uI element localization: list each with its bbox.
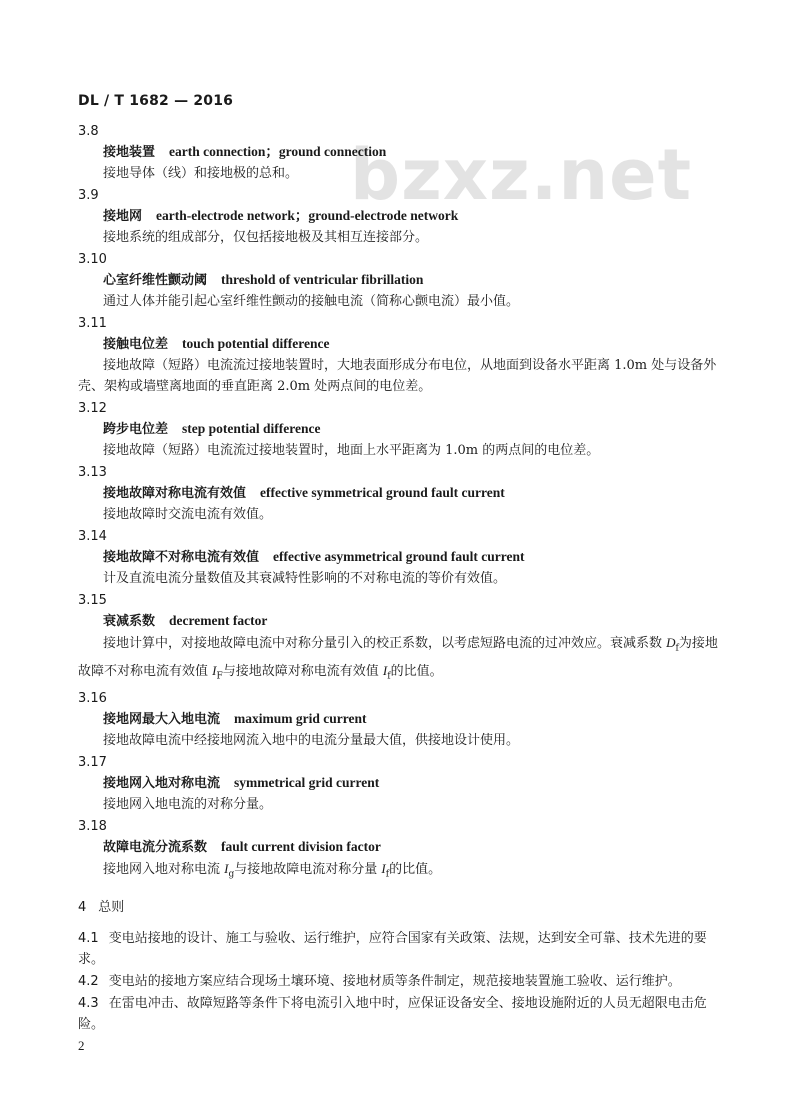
term-clause-3-9	[78, 186, 728, 248]
clause-number: 3.9	[78, 188, 99, 203]
clause-number: 3.8	[78, 124, 99, 139]
paragraph-4-3	[78, 993, 728, 1035]
section-number: 4	[78, 899, 87, 915]
term-chinese: 衰减系数	[103, 614, 156, 629]
term-chinese: 跨步电位差	[103, 422, 169, 437]
clause-number: 3.17	[78, 755, 107, 771]
term-english: effective symmetrical ground fault current	[260, 485, 505, 500]
term-definition	[78, 858, 728, 886]
term-chinese: 接地故障不对称电流有效值	[103, 550, 260, 565]
term-english: decrement factor	[169, 613, 268, 628]
subscript-f: f	[675, 643, 679, 654]
term-clause-3-16	[78, 689, 728, 751]
paragraph-text: 变电站接地的设计、施工与验收、运行维护，应符合国家有关政策、法规，达到安全可靠、技术先进的要求。	[78, 930, 707, 967]
page-number: 2	[78, 1038, 85, 1053]
definition-text: 的比值。	[389, 862, 442, 878]
term-english: maximum grid current	[234, 711, 367, 727]
term-chinese: 接地网最大入地电流	[103, 712, 221, 728]
definition-text: 为接地故障不对称电流有效值	[78, 636, 718, 679]
term-clause-3-8	[78, 122, 728, 184]
paragraph-number: 4.3	[78, 995, 99, 1011]
term-clause-3-13	[78, 463, 728, 525]
term-clause-3-12	[78, 399, 728, 461]
term-chinese: 心室纤维性颤动阈	[103, 273, 208, 288]
symbol-i: I	[382, 662, 388, 678]
symbol-i: I	[212, 662, 217, 678]
term-english: earth-electrode network；ground-electrode network	[156, 208, 459, 223]
clause-number: 3.16	[78, 691, 107, 707]
term-heading	[78, 836, 728, 858]
clause-number: 3.15	[78, 593, 107, 608]
paragraph-text: 在雷电冲击、故障短路等条件下将电流引入地中时，应保证设备安全、接地设施附近的人员无超限电击危险。	[78, 995, 707, 1032]
term-heading	[78, 333, 728, 355]
term-english: step potential difference	[182, 421, 321, 436]
term-chinese: 故障电流分流系数	[103, 840, 208, 856]
term-clause-3-17	[78, 753, 728, 815]
term-english: effective asymmetrical ground fault current	[273, 549, 525, 564]
symbol-i: I	[224, 861, 229, 877]
section-title-text: 总则	[98, 899, 125, 915]
term-clause-3-11	[78, 314, 728, 397]
term-chinese: 接地网入地对称电流	[103, 776, 221, 792]
term-definition: 接地故障电流中经接地网流入地中的电流分量最大值，供接地设计使用。	[103, 733, 520, 749]
clause-number: 3.10	[78, 252, 107, 267]
term-definition: 通过人体并能引起心室纤维性颤动的接触电流（简称心颤电流）最小值。	[103, 294, 520, 309]
term-heading	[78, 418, 728, 440]
document-body	[78, 122, 728, 1036]
symbol-i: I	[381, 861, 386, 877]
term-chinese: 接地故障对称电流有效值	[103, 486, 247, 501]
term-chinese: 接触电位差	[103, 337, 169, 352]
term-definition: 接地故障时交流电流有效值。	[103, 507, 273, 522]
watermark: bzxz.net	[350, 134, 693, 216]
term-definition	[78, 632, 728, 687]
term-english: fault current division factor	[221, 839, 381, 855]
definition-text: 接地网入地对称电流	[103, 862, 225, 878]
term-clause-3-18	[78, 817, 728, 886]
term-heading	[78, 482, 728, 504]
clause-number: 3.11	[78, 316, 107, 331]
paragraph-number: 4.2	[78, 973, 99, 989]
term-definition: 接地故障（短路）电流流过接地装置时，大地表面形成分布电位，从地面到设备水平距离 1.0m 处与设备外壳、架构或墙壁离地面的垂直距离 2.0m 处两点间的电位差。	[78, 358, 717, 394]
term-definition: 接地故障（短路）电流流过接地装置时，地面上水平距离为 1.0m 的两点间的电位差。	[103, 443, 600, 458]
term-clause-3-15	[78, 591, 728, 687]
term-definition: 计及直流电流分量数值及其衰减特性影响的不对称电流的等价有效值。	[103, 571, 507, 586]
term-chinese: 接地网	[103, 209, 143, 224]
term-heading	[78, 269, 728, 291]
term-heading	[78, 205, 728, 227]
definition-text: 接地计算中，对接地故障电流中对称分量引入的校正系数，以考虑短路电流的过冲效应。衰减系数	[103, 636, 667, 651]
definition-text: 与接地故障对称电流有效值	[222, 663, 383, 679]
section-heading-general	[78, 898, 728, 918]
term-chinese: 接地装置	[103, 145, 156, 160]
term-english: threshold of ventricular fibrillation	[221, 272, 424, 287]
clause-number: 3.18	[78, 819, 107, 835]
subscript-g: g	[228, 869, 235, 880]
clause-number: 3.14	[78, 529, 107, 544]
subscript-f: f	[387, 671, 391, 682]
paragraph-4-2	[78, 971, 728, 992]
term-heading	[78, 141, 728, 163]
term-english: symmetrical grid current	[234, 775, 380, 791]
term-definition: 接地导体（线）和接地极的总和。	[103, 166, 299, 181]
definition-text: 的比值。	[390, 663, 443, 679]
term-heading	[78, 610, 728, 632]
paragraph-4-1	[78, 928, 728, 970]
term-english: touch potential difference	[182, 336, 330, 351]
paragraph-text: 变电站的接地方案应结合现场土壤环境、接地材质等条件制定，规范接地装置施工验收、运行维护。	[108, 973, 681, 989]
term-definition: 接地网入地电流的对称分量。	[103, 797, 273, 813]
term-heading	[78, 772, 728, 794]
clause-number: 3.12	[78, 401, 107, 416]
term-heading	[78, 546, 728, 568]
document-code-header: DL / T 1682 — 2016	[78, 93, 234, 109]
term-heading	[78, 708, 728, 730]
term-clause-3-14	[78, 527, 728, 589]
term-english: earth connection；ground connection	[169, 144, 387, 159]
subscript-f: f	[385, 869, 390, 880]
definition-text: 与接地故障电流对称分量	[234, 862, 382, 878]
term-clause-3-10	[78, 250, 728, 312]
symbol-d: D	[666, 635, 676, 650]
subscript-f-upper: F	[216, 671, 223, 682]
paragraph-number: 4.1	[78, 930, 99, 946]
term-definition: 接地系统的组成部分，仅包括接地极及其相互连接部分。	[103, 230, 429, 245]
clause-number: 3.13	[78, 465, 107, 480]
